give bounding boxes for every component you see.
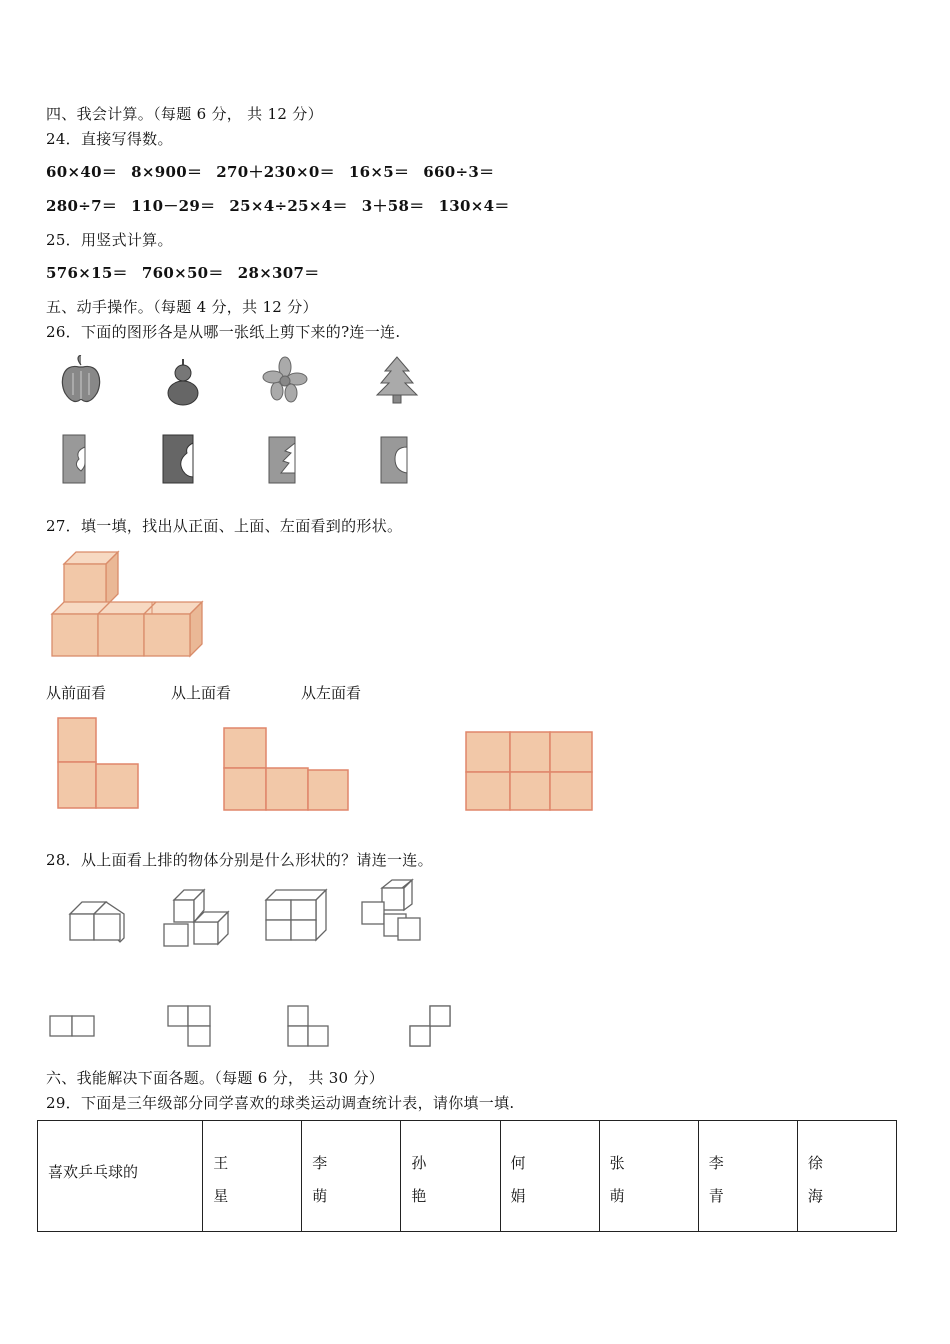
q24-expr: 270＋230×0＝ <box>216 163 335 181</box>
name-cell: 王 星 <box>203 1121 302 1232</box>
q28-label: 28．从上面看上排的物体分别是什么形状的？请连一连。 <box>46 851 433 869</box>
object-2-icon <box>164 890 228 946</box>
view-label-front: 从前面看 <box>46 684 107 702</box>
survey-table <box>37 1120 897 1232</box>
q24-expr: 110－29＝ <box>131 197 216 215</box>
q24-expr: 25×4÷25×4＝ <box>229 197 348 215</box>
name-cell: 张 萌 <box>599 1121 698 1232</box>
section-6-title: 六、我能解决下面各题。（每题 6 分， 共 30 分） <box>46 1069 385 1087</box>
paper-with-apple-hole-icon <box>381 437 407 483</box>
name-cell: 徐 海 <box>797 1121 896 1232</box>
front-view-grid <box>58 718 138 808</box>
q24-expr: 8×900＝ <box>131 163 203 181</box>
name-cell: 孙 艳 <box>401 1121 500 1232</box>
q25-label: 25．用竖式计算。 <box>46 231 173 249</box>
left-view-grid <box>466 732 592 810</box>
q24-row-2 <box>46 195 524 216</box>
paper-with-flower-hole-icon <box>63 435 85 483</box>
name-cell: 李 青 <box>698 1121 797 1232</box>
q27-label: 27．填一填，找出从正面、上面、左面看到的形状。 <box>46 517 403 535</box>
q24-label: 24．直接写得数。 <box>46 130 173 148</box>
top-view-1-icon <box>50 1016 94 1036</box>
view-label-top: 从上面看 <box>171 684 232 702</box>
table-row <box>38 1121 897 1232</box>
q27-view-grids <box>50 712 610 814</box>
q27-cube-stack <box>48 548 208 660</box>
object-1-icon <box>70 902 124 942</box>
object-3-icon <box>266 890 326 940</box>
q25-expr: 28×307＝ <box>237 264 320 282</box>
q24-expr: 60×40＝ <box>46 163 118 181</box>
object-4-icon <box>362 880 420 940</box>
top-view-3-icon <box>288 1006 328 1046</box>
q25-expr: 760×50＝ <box>141 264 224 282</box>
row-header: 喜欢乒乓球的 <box>38 1121 203 1232</box>
q29-label: 29．下面是三年级部分同学喜欢的球类运动调查统计表，请你填一填. <box>46 1094 515 1112</box>
section-5-title: 五、动手操作。（每题 4 分，共 12 分） <box>46 298 318 316</box>
q24-expr: 3＋58＝ <box>361 197 425 215</box>
top-view-4-icon <box>410 1006 450 1046</box>
apple-shape-icon <box>62 355 99 401</box>
q24-expr: 280÷7＝ <box>46 197 118 215</box>
q26-label: 26．下面的图形各是从哪一张纸上剪下来的?连一连. <box>46 323 401 341</box>
name-cell: 李 萌 <box>302 1121 401 1232</box>
q25-expr: 576×15＝ <box>46 264 128 282</box>
view-label-left: 从左面看 <box>301 684 362 702</box>
tree-shape-icon <box>377 357 417 403</box>
q24-expr: 660÷3＝ <box>423 163 495 181</box>
paper-with-tree-hole-icon <box>269 437 295 483</box>
q24-expr: 16×5＝ <box>348 163 410 181</box>
top-view-grid <box>224 728 348 810</box>
name-cell: 何 娟 <box>500 1121 599 1232</box>
q28-figures <box>44 878 464 1053</box>
q25-row <box>46 262 334 283</box>
q24-row-1 <box>46 161 508 182</box>
flower-shape-icon <box>263 357 307 402</box>
q26-figures <box>55 355 435 495</box>
q24-expr: 130×4＝ <box>438 197 510 215</box>
section-4-title: 四、我会计算。（每题 6 分， 共 12 分） <box>46 105 323 123</box>
gourd-shape-icon <box>168 359 198 405</box>
paper-with-gourd-hole-icon <box>163 435 193 483</box>
top-view-2-icon <box>168 1006 210 1046</box>
